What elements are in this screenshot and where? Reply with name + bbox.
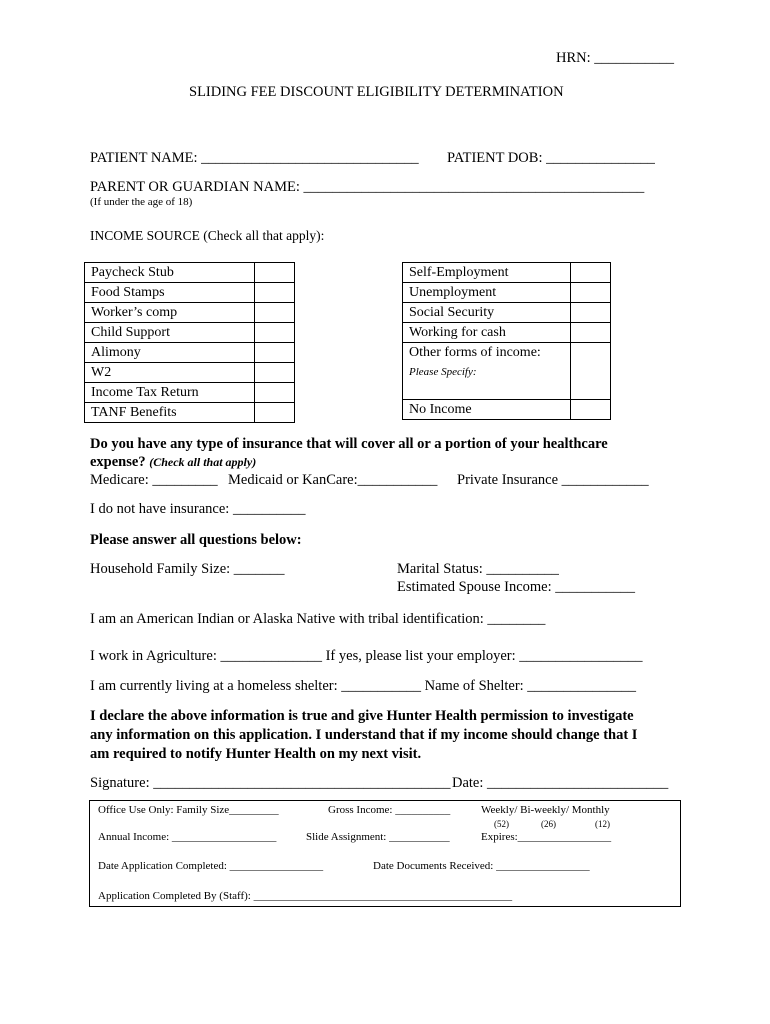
declaration-line1: I declare the above information is true and give Hunter Health permission to investigate	[90, 708, 634, 724]
form-title: SLIDING FEE DISCOUNT ELIGIBILITY DETERMINATION	[189, 84, 564, 100]
income-row[interactable]	[85, 283, 295, 303]
medicare-field[interactable]: Medicare: _________	[90, 472, 218, 488]
office-date-documents[interactable]: Date Documents Received: _________________	[373, 860, 590, 872]
income-row[interactable]	[85, 383, 295, 403]
income-label: Child Support	[85, 323, 255, 343]
income-label: Food Stamps	[85, 283, 255, 303]
income-label: W2	[85, 363, 255, 383]
income-row[interactable]	[85, 343, 295, 363]
checkbox[interactable]	[255, 403, 295, 423]
insurance-question-note: (Check all that apply)	[149, 455, 257, 469]
office-weekly-num: (52)	[494, 819, 509, 829]
income-row[interactable]	[85, 403, 295, 423]
marital-status-field[interactable]: Marital Status: __________	[397, 561, 559, 577]
insurance-question-line2	[90, 454, 256, 471]
office-annual-income[interactable]: Annual Income: ___________________	[98, 831, 277, 843]
income-row-other[interactable]	[403, 343, 611, 400]
checkbox[interactable]	[255, 363, 295, 383]
income-label: No Income	[403, 400, 571, 420]
checkbox[interactable]	[255, 383, 295, 403]
checkbox[interactable]	[255, 323, 295, 343]
other-income-note: Please Specify:	[409, 366, 477, 378]
insurance-question-line1: Do you have any type of insurance that will cover all or a portion of your healthcare	[90, 436, 608, 452]
income-label: Unemployment	[403, 283, 571, 303]
office-frequency[interactable]: Weekly/ Bi-weekly/ Monthly	[481, 804, 610, 816]
checkbox[interactable]	[571, 400, 611, 420]
office-biweekly-num: (26)	[541, 819, 556, 829]
income-row[interactable]	[85, 263, 295, 283]
signature-field[interactable]: Signature: _________________________________________	[90, 775, 451, 791]
income-source-heading: INCOME SOURCE (Check all that apply):	[90, 228, 325, 243]
office-expires[interactable]: Expires:_________________	[481, 831, 612, 843]
checkbox[interactable]	[255, 303, 295, 323]
checkbox[interactable]	[255, 343, 295, 363]
office-completed-by[interactable]: Application Completed By (Staff): _______________________________________________	[98, 890, 513, 902]
income-label: Income Tax Return	[85, 383, 255, 403]
household-size-field[interactable]: Household Family Size: _______	[90, 561, 285, 577]
office-use-box	[89, 800, 681, 907]
office-date-completed[interactable]: Date Application Completed: _________________	[98, 860, 324, 872]
office-family-size[interactable]: Office Use Only: Family Size_________	[98, 804, 279, 816]
patient-name-field[interactable]: PATIENT NAME: ______________________________	[90, 150, 419, 166]
income-row[interactable]	[403, 303, 611, 323]
medicaid-field[interactable]: Medicaid or KanCare:___________	[228, 472, 438, 488]
checkbox[interactable]	[255, 283, 295, 303]
guardian-note: (If under the age of 18)	[90, 196, 193, 208]
checkbox[interactable]	[571, 303, 611, 323]
agriculture-field[interactable]: I work in Agriculture: ______________ If yes, please list your employer: _________________	[90, 648, 643, 664]
income-label: Alimony	[85, 343, 255, 363]
income-table-right	[402, 262, 611, 420]
guardian-name-field[interactable]: PARENT OR GUARDIAN NAME: _______________________________________________	[90, 179, 645, 195]
checkbox[interactable]	[571, 263, 611, 283]
questions-heading: Please answer all questions below:	[90, 532, 302, 548]
income-label: Paycheck Stub	[85, 263, 255, 283]
income-row[interactable]	[403, 263, 611, 283]
spouse-income-field[interactable]: Estimated Spouse Income: ___________	[397, 579, 636, 595]
declaration-line2: any information on this application. I understand that if my income should change that I	[90, 727, 638, 743]
income-label: Social Security	[403, 303, 571, 323]
declaration-line3: am required to notify Hunter Health on my next visit.	[90, 746, 422, 762]
income-row[interactable]	[85, 303, 295, 323]
income-row[interactable]	[85, 323, 295, 343]
insurance-question-expense: expense?	[90, 454, 146, 470]
income-row[interactable]	[403, 283, 611, 303]
income-label: Working for cash	[403, 323, 571, 343]
income-label: Worker’s comp	[85, 303, 255, 323]
income-row[interactable]	[403, 323, 611, 343]
date-field[interactable]: Date: _________________________	[452, 775, 669, 791]
income-row[interactable]	[85, 363, 295, 383]
private-insurance-field[interactable]: Private Insurance ____________	[457, 472, 649, 488]
checkbox[interactable]	[255, 263, 295, 283]
patient-dob-field[interactable]: PATIENT DOB: _______________	[447, 150, 655, 166]
shelter-field[interactable]: I am currently living at a homeless shelter: ___________ Name of Shelter: _______________	[90, 678, 637, 694]
income-label: TANF Benefits	[85, 403, 255, 423]
income-row[interactable]	[403, 400, 611, 420]
hrn-field[interactable]: HRN: ___________	[556, 50, 675, 66]
checkbox[interactable]	[571, 323, 611, 343]
native-identification-field[interactable]: I am an American Indian or Alaska Native with tribal identification: ________	[90, 611, 546, 627]
income-table-left	[84, 262, 295, 423]
other-income-label: Other forms of income:	[409, 345, 541, 360]
office-monthly-num: (12)	[595, 819, 610, 829]
no-insurance-field[interactable]: I do not have insurance: __________	[90, 501, 306, 517]
other-income-cell[interactable]	[403, 343, 571, 400]
checkbox[interactable]	[571, 283, 611, 303]
checkbox[interactable]	[571, 343, 611, 400]
office-gross-income[interactable]: Gross Income: __________	[328, 804, 451, 816]
income-label: Self-Employment	[403, 263, 571, 283]
office-slide-assignment[interactable]: Slide Assignment: ___________	[306, 831, 450, 843]
